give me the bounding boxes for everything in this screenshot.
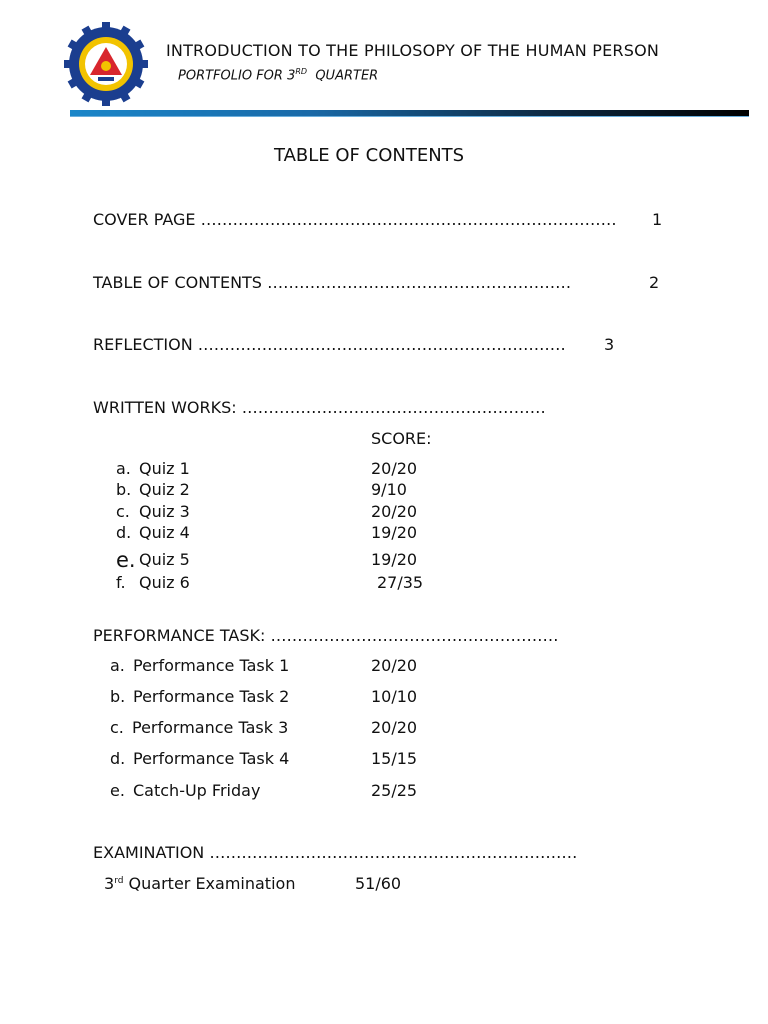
toc-entry-toc: TABLE OF CONTENTS ………………………………………………… (93, 273, 572, 292)
toc-entry-examination: EXAMINATION …………………………………………………………… (93, 843, 578, 862)
task-score: 15/15 (371, 749, 418, 768)
task-letter: b. (110, 687, 126, 706)
task-letter: d. (110, 749, 126, 768)
quiz-letter: b. (116, 480, 132, 499)
exam-score: 51/60 (355, 874, 402, 893)
task-score: 25/25 (371, 781, 418, 800)
toc-page-toc: 2 (649, 273, 660, 292)
exam-item: 3rd Quarter Examination (104, 874, 296, 893)
toc-entry-cover: COVER PAGE …………………………………………………………………… (93, 210, 617, 229)
quiz-letter: d. (116, 523, 132, 542)
task-letter: c. (110, 718, 124, 737)
quiz-letter: c. (116, 502, 130, 521)
toc-entry-reflection: REFLECTION …………………………………………………………… (93, 335, 566, 354)
quiz-name: Quiz 3 (139, 502, 190, 521)
school-logo (64, 22, 148, 106)
task-name: Performance Task 1 (133, 656, 290, 675)
quiz-letter: a. (116, 459, 131, 478)
quiz-score: 19/20 (371, 550, 418, 569)
toc-entry-performance-task: PERFORMANCE TASK: ……………………………………………… (93, 626, 559, 645)
task-name: Performance Task 4 (133, 749, 290, 768)
quiz-score: 20/20 (371, 502, 418, 521)
task-letter: e. (110, 781, 125, 800)
quiz-score: 19/20 (371, 523, 418, 542)
toc-page-reflection: 3 (604, 335, 615, 354)
task-name: Performance Task 2 (133, 687, 290, 706)
portfolio-subtitle: PORTFOLIO FOR 3RD QUARTER (178, 67, 379, 84)
quiz-score: 27/35 (377, 573, 424, 592)
quiz-name: Quiz 6 (139, 573, 190, 592)
toc-page-cover: 1 (652, 210, 663, 229)
task-letter: a. (110, 656, 125, 675)
task-score: 10/10 (371, 687, 418, 706)
subject-title: INTRODUCTION TO THE PHILOSOPY OF THE HUMAN PERSON (166, 41, 660, 60)
quiz-name: Quiz 1 (139, 459, 190, 478)
quiz-letter: e. (116, 548, 136, 572)
quiz-name: Quiz 2 (139, 480, 190, 499)
quiz-score: 9/10 (371, 480, 407, 499)
task-score: 20/20 (371, 718, 418, 737)
task-name: Performance Task 3 (132, 718, 289, 737)
quiz-score: 20/20 (371, 459, 418, 478)
quiz-name: Quiz 5 (139, 550, 190, 569)
task-name: Catch-Up Friday (133, 781, 261, 800)
toc-entry-written-works: WRITTEN WORKS: ………………………………………………… (93, 398, 546, 417)
quiz-name: Quiz 4 (139, 523, 190, 542)
page-title: TABLE OF CONTENTS (274, 145, 465, 166)
quiz-letter: f. (116, 573, 126, 592)
task-score: 20/20 (371, 656, 418, 675)
header-divider-accent (70, 116, 749, 117)
score-header: SCORE: (371, 429, 432, 448)
